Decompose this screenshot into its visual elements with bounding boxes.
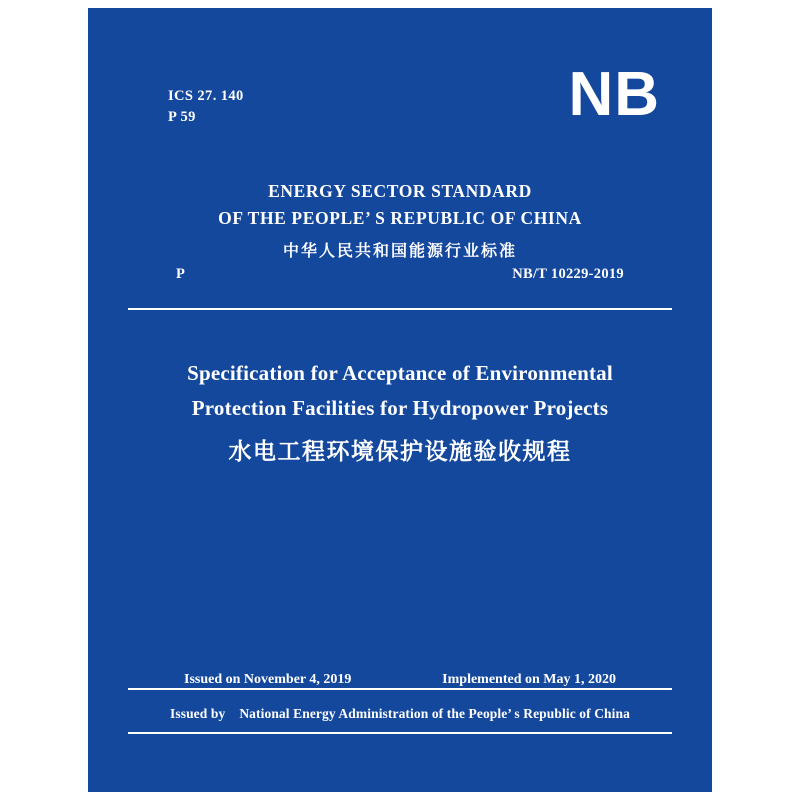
divider-bottom-1 bbox=[128, 688, 672, 690]
standard-cover bbox=[88, 8, 712, 792]
authority-line-en-2: OF THE PEOPLE’ S REPUBLIC OF CHINA bbox=[218, 208, 582, 228]
issuer-line bbox=[88, 706, 712, 722]
nb-logo: NB bbox=[568, 60, 660, 129]
category-mark: P bbox=[176, 266, 185, 282]
title-en-line-1: Specification for Acceptance of Environmental bbox=[187, 361, 613, 385]
authority-line-en-1: ENERGY SECTOR STANDARD bbox=[268, 181, 532, 201]
cover-header bbox=[88, 8, 712, 158]
classification-code: P 59 bbox=[168, 109, 196, 125]
divider-bottom-2 bbox=[128, 732, 672, 734]
issuer-label: Issued by bbox=[170, 706, 226, 721]
issuing-authority-block bbox=[88, 178, 712, 266]
implemented-date: Implemented on May 1, 2020 bbox=[442, 672, 616, 687]
authority-line-cn: 中华人民共和国能源行业标准 bbox=[282, 241, 517, 260]
title-cn: 水电工程环境保护设施验收规程 bbox=[228, 439, 572, 465]
standard-number-row bbox=[88, 266, 712, 288]
issuer-name: National Energy Administration of the People’ s Republic of China bbox=[239, 706, 630, 721]
standard-number: NB/T 10229-2019 bbox=[512, 266, 624, 282]
title-en-line-2: Protection Facilities for Hydropower Projects bbox=[191, 396, 609, 420]
ics-classification-block bbox=[168, 86, 244, 128]
issued-date: Issued on November 4, 2019 bbox=[184, 672, 352, 687]
standard-title-block bbox=[88, 356, 712, 472]
ics-number: ICS 27. 140 bbox=[168, 88, 244, 104]
divider-top bbox=[128, 308, 672, 310]
